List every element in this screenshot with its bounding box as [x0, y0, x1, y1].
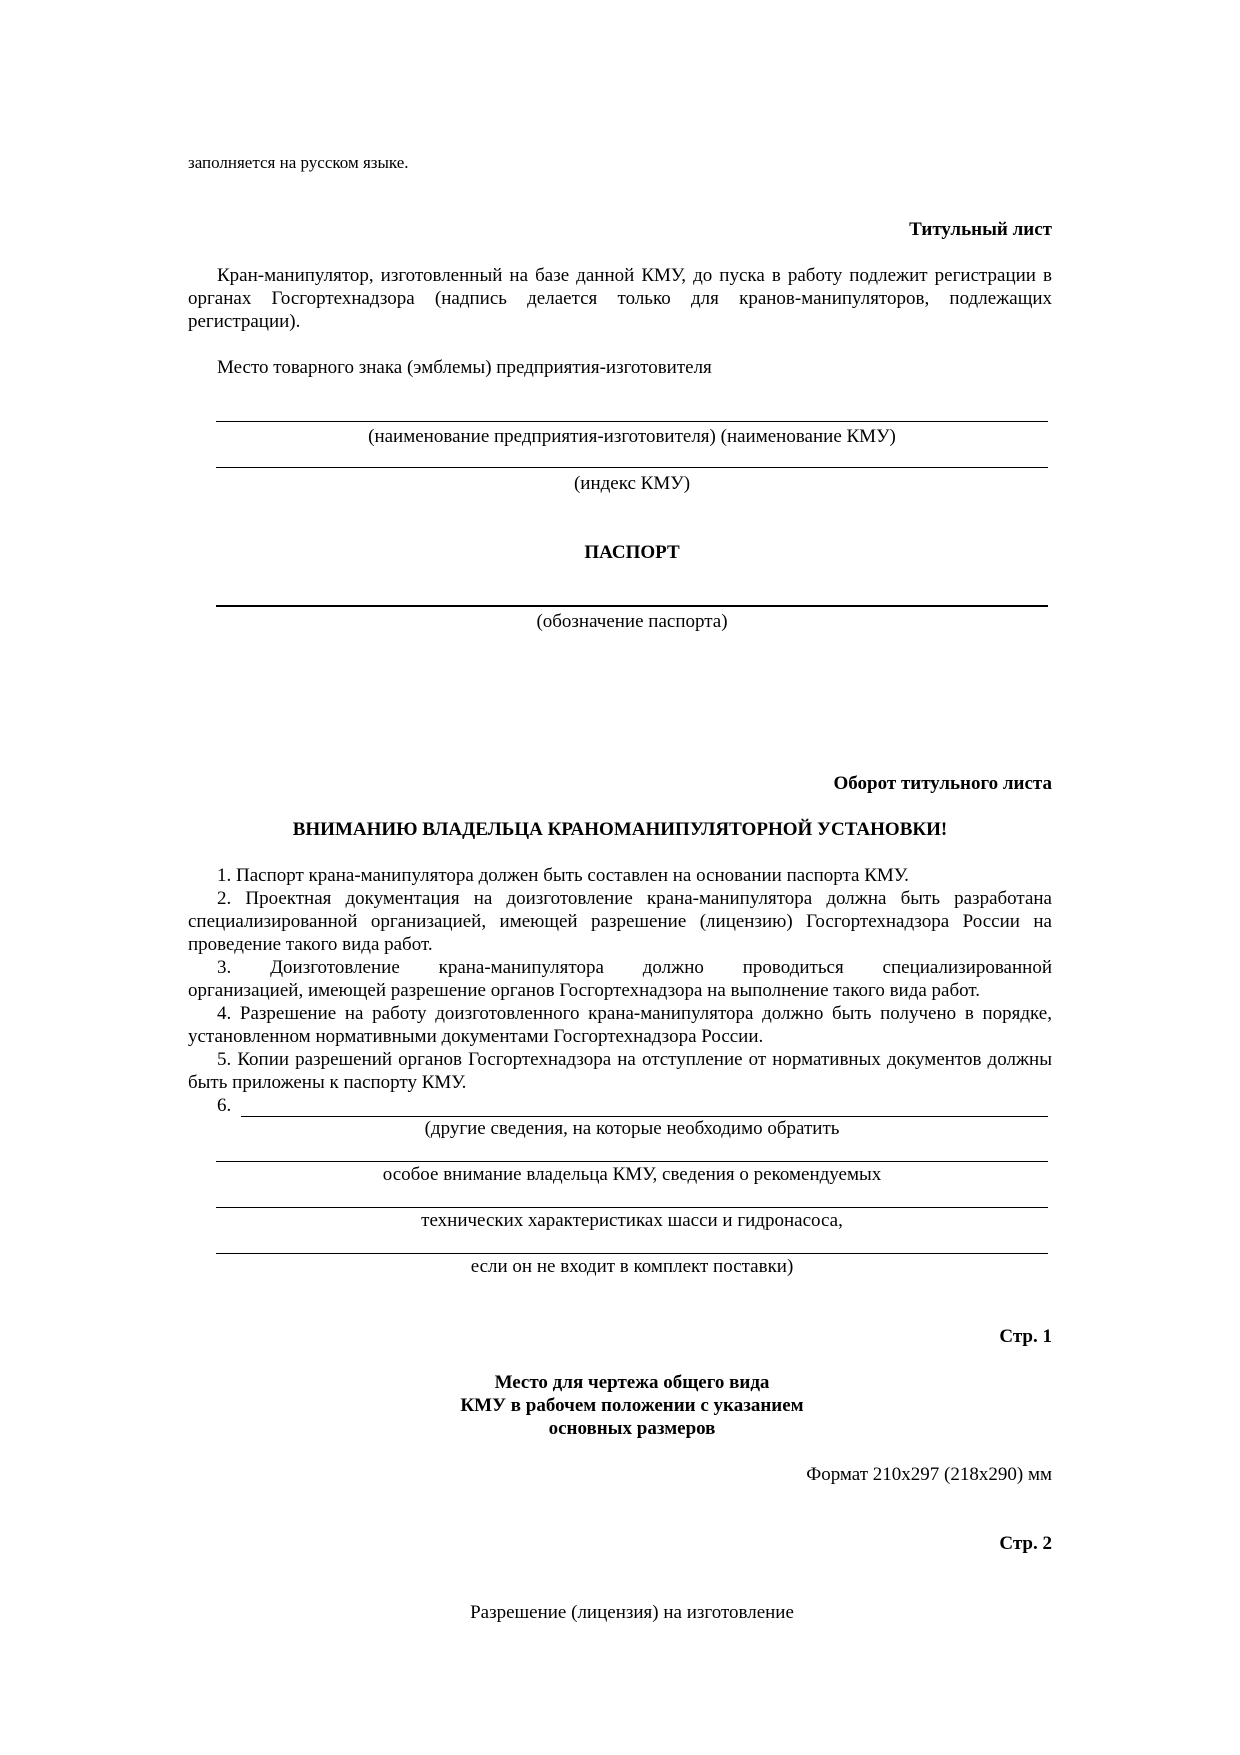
item6-caption-2: особое внимание владельца КМУ, сведения о рекомендуемых [382, 1164, 882, 1185]
list-item-3-rest: организацией, имеющей разрешение органов Госгортехнадзора на выполнение такого вида работ. [188, 980, 981, 1001]
list-item-4: 4. Разрешение на работу доизготовленного крана-манипулятора должно быть получено в порядке, установленном нормативными документами Госгортехнадзора России. [188, 1003, 1052, 1047]
drawing-place-line-1: Место для чертежа общего вида [494, 1372, 770, 1393]
page1-heading: Стр. 1 [999, 1326, 1052, 1347]
emblem-place: Место товарного знака (эмблемы) предприятия-изготовителя [217, 357, 712, 378]
manufacturer-caption: (наименование предприятия-изготовителя) (наименование КМУ) [368, 426, 896, 447]
header-note: заполняется на русском языке. [188, 153, 409, 172]
registration-note: Кран-манипулятор, изготовленный на базе данной КМУ, до пуска в работу подлежит регистрации в органах Госгортехнадзора (надпись делается только для кранов-манипуляторов, подлежащих регистрации). [188, 265, 1052, 332]
item6-line-3 [216, 1207, 1048, 1208]
list-item-6-label: 6. [217, 1095, 232, 1116]
drawing-place-line-2: КМУ в рабочем положении с указанием [460, 1395, 804, 1416]
item6-caption-3: технических характеристиках шасси и гидронасоса, [421, 1210, 843, 1231]
item6-line-2 [216, 1161, 1048, 1162]
item6-caption-1: (другие сведения, на которые необходимо обратить [424, 1118, 840, 1139]
format-note: Формат 210x297 (218x290) мм [806, 1464, 1052, 1485]
list-item-1: 1. Паспорт крана-манипулятора должен быть составлен на основании паспорта КМУ. [217, 865, 909, 886]
item6-caption-4: если он не входит в комплект поставки) [470, 1256, 794, 1277]
item6-line-4 [216, 1253, 1048, 1254]
attention-title: ВНИМАНИЮ ВЛАДЕЛЬЦА КРАНОМАНИПУЛЯТОРНОЙ УСТАНОВКИ! [292, 819, 948, 840]
permission-line: Разрешение (лицензия) на изготовление [470, 1602, 794, 1623]
list-item-3-first-line: 3. Доизготовление крана-манипулятора должно проводиться специализированной [217, 957, 1052, 978]
index-caption: (индекс КМУ) [573, 473, 691, 494]
title-sheet-heading: Титульный лист [909, 219, 1052, 240]
drawing-place-line-3: основных размеров [548, 1418, 716, 1439]
list-item-5: 5. Копии разрешений органов Госгортехнадзора на отступление от нормативных документов должны быть приложены к паспорту КМУ. [188, 1049, 1052, 1093]
reverse-sheet-heading: Оборот титульного листа [833, 773, 1052, 794]
passport-designation-caption: (обозначение паспорта) [536, 611, 728, 632]
passport-title: ПАСПОРТ [584, 542, 680, 563]
passport-designation-line [216, 605, 1048, 607]
index-line [216, 467, 1048, 468]
page2-heading: Стр. 2 [999, 1533, 1052, 1554]
list-item-2: 2. Проектная документация на доизготовление крана-манипулятора должна быть разработана специализированной организацией, имеющей разрешение (лицензию) Госгортехнадзора России на проведение такого вида работ. [188, 888, 1052, 955]
manufacturer-line [216, 421, 1048, 422]
